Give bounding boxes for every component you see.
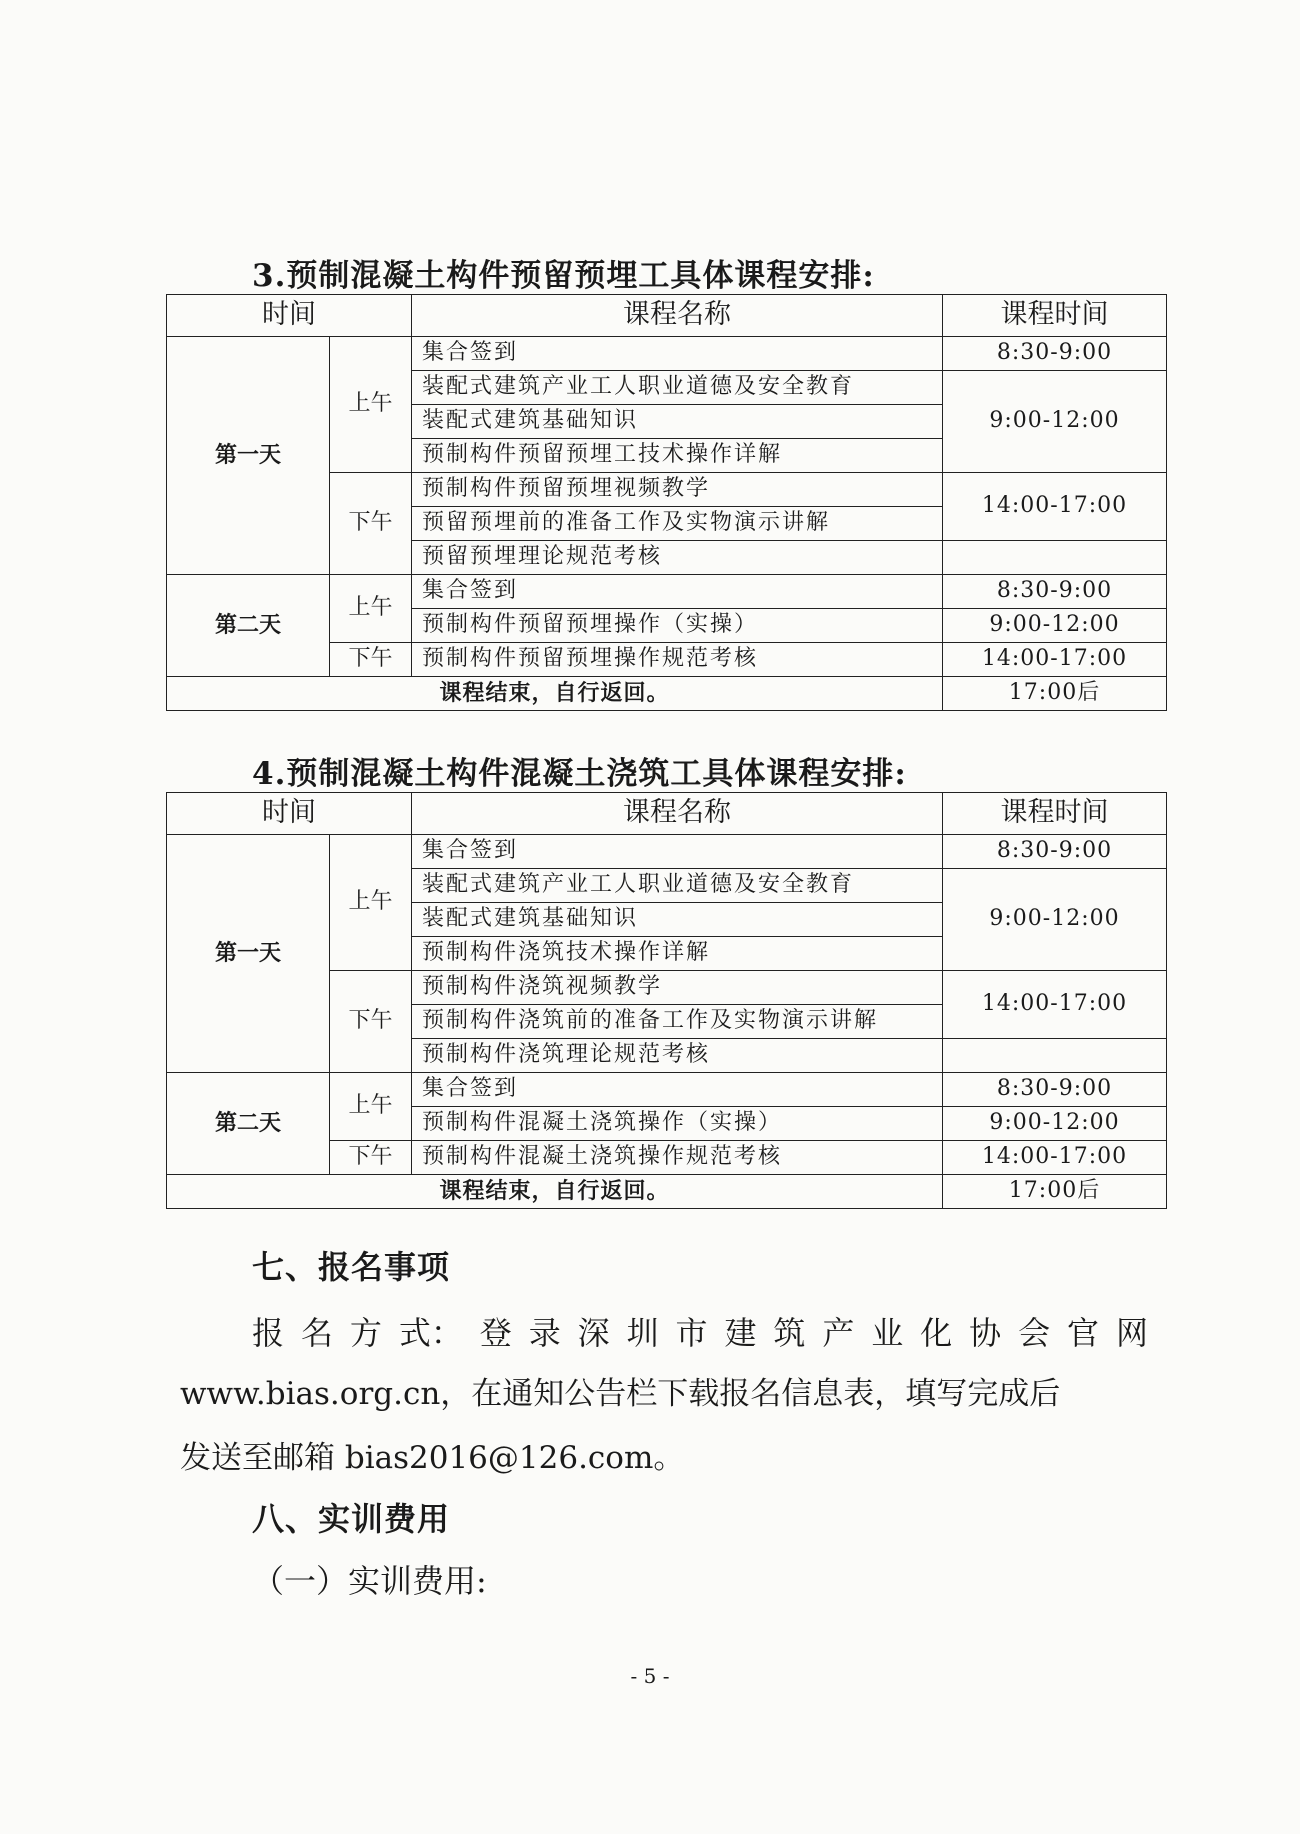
table-row <box>167 1175 1167 1209</box>
day2-label: 第二天 <box>167 575 330 677</box>
empty-time-cell <box>943 1039 1167 1073</box>
time-cell: 14:00-17:00 <box>943 1141 1167 1175</box>
am-label: 上午 <box>330 337 412 473</box>
page-number: - 5 - <box>630 1664 670 1688</box>
time-cell: 9:00-12:00 <box>943 371 1167 473</box>
time-cell: 8:30-9:00 <box>943 575 1167 609</box>
course-cell: 预留预埋理论规范考核 <box>412 541 943 575</box>
schedule-table-3 <box>166 294 1167 711</box>
table-row <box>167 575 1167 609</box>
word: 官 <box>1067 1314 1100 1352</box>
word: 业 <box>871 1314 904 1352</box>
table-header-row <box>167 793 1167 835</box>
course-cell: 预留预埋前的准备工作及实物演示讲解 <box>412 507 943 541</box>
table-row <box>167 337 1167 371</box>
empty-time-cell <box>943 541 1167 575</box>
course-cell: 预制构件预留预埋视频教学 <box>412 473 943 507</box>
pm-label: 下午 <box>330 643 412 677</box>
section3-heading: 3.预制混凝土构件预留预埋工具体课程安排: <box>252 258 875 294</box>
table-header-row <box>167 295 1167 337</box>
word: 网 <box>1115 1314 1148 1352</box>
course-cell: 集合签到 <box>412 835 943 869</box>
word: 录 <box>528 1314 561 1352</box>
word: 建 <box>724 1314 757 1352</box>
course-cell: 装配式建筑基础知识 <box>412 903 943 937</box>
course-cell: 预制构件浇筑理论规范考核 <box>412 1039 943 1073</box>
header-course: 课程名称 <box>412 295 943 337</box>
course-cell: 预制构件混凝土浇筑操作规范考核 <box>412 1141 943 1175</box>
word: 协 <box>969 1314 1002 1352</box>
course-cell: 装配式建筑产业工人职业道德及安全教育 <box>412 869 943 903</box>
registration-line-2: www.bias.org.cn，在通知公告栏下载报名信息表，填写完成后 <box>180 1376 1061 1412</box>
header-course-time: 课程时间 <box>943 295 1167 337</box>
time-cell: 9:00-12:00 <box>943 869 1167 971</box>
header-course-time: 课程时间 <box>943 793 1167 835</box>
table-row <box>167 677 1167 711</box>
word: 名 <box>300 1314 333 1352</box>
schedule-table-4 <box>166 792 1167 1209</box>
end-note: 课程结束，自行返回。 <box>167 1175 943 1209</box>
word: 登 <box>479 1314 512 1352</box>
course-cell: 预制构件预留预埋工技术操作详解 <box>412 439 943 473</box>
course-cell: 预制构件预留预埋操作（实操） <box>412 609 943 643</box>
day2-label: 第二天 <box>167 1073 330 1175</box>
day1-label: 第一天 <box>167 835 330 1073</box>
am-label: 上午 <box>330 575 412 643</box>
training-fee-subheading: （一）实训费用: <box>252 1562 487 1600</box>
section7-title: 七、报名事项 <box>252 1248 451 1286</box>
time-cell: 9:00-12:00 <box>943 609 1167 643</box>
course-cell: 预制构件浇筑视频教学 <box>412 971 943 1005</box>
day1-label: 第一天 <box>167 337 330 575</box>
table-row <box>167 835 1167 869</box>
am-label: 上午 <box>330 1073 412 1141</box>
word: 筑 <box>773 1314 806 1352</box>
word: 产 <box>822 1314 855 1352</box>
header-course: 课程名称 <box>412 793 943 835</box>
time-cell: 8:30-9:00 <box>943 1073 1167 1107</box>
course-cell: 装配式建筑产业工人职业道德及安全教育 <box>412 371 943 405</box>
word: 化 <box>920 1314 953 1352</box>
time-cell: 9:00-12:00 <box>943 1107 1167 1141</box>
course-cell: 预制构件浇筑前的准备工作及实物演示讲解 <box>412 1005 943 1039</box>
end-time: 17:00后 <box>943 677 1167 711</box>
registration-line-3: 发送至邮箱 bias2016@126.com。 <box>180 1440 685 1476</box>
word: 深 <box>577 1314 610 1352</box>
course-cell: 预制构件浇筑技术操作详解 <box>412 937 943 971</box>
word: 市 <box>675 1314 708 1352</box>
word: 式： <box>398 1314 463 1352</box>
section8-title: 八、实训费用 <box>252 1500 451 1538</box>
course-cell: 装配式建筑基础知识 <box>412 405 943 439</box>
course-cell: 预制构件混凝土浇筑操作（实操） <box>412 1107 943 1141</box>
registration-line-1 <box>252 1308 1148 1354</box>
time-cell: 14:00-17:00 <box>943 643 1167 677</box>
word: 圳 <box>626 1314 659 1352</box>
header-time: 时间 <box>167 793 412 835</box>
pm-label: 下午 <box>330 971 412 1073</box>
end-time: 17:00后 <box>943 1175 1167 1209</box>
end-note: 课程结束，自行返回。 <box>167 677 943 711</box>
table-row <box>167 1073 1167 1107</box>
time-cell: 14:00-17:00 <box>943 473 1167 541</box>
pm-label: 下午 <box>330 473 412 575</box>
word: 方 <box>349 1314 382 1352</box>
course-cell: 集合签到 <box>412 337 943 371</box>
time-cell: 14:00-17:00 <box>943 971 1167 1039</box>
word: 会 <box>1018 1314 1051 1352</box>
course-cell: 集合签到 <box>412 575 943 609</box>
course-cell: 集合签到 <box>412 1073 943 1107</box>
time-cell: 8:30-9:00 <box>943 835 1167 869</box>
header-time: 时间 <box>167 295 412 337</box>
time-cell: 8:30-9:00 <box>943 337 1167 371</box>
course-cell: 预制构件预留预埋操作规范考核 <box>412 643 943 677</box>
word: 报 <box>252 1314 285 1352</box>
am-label: 上午 <box>330 835 412 971</box>
section4-heading: 4.预制混凝土构件混凝土浇筑工具体课程安排: <box>252 756 907 792</box>
pm-label: 下午 <box>330 1141 412 1175</box>
